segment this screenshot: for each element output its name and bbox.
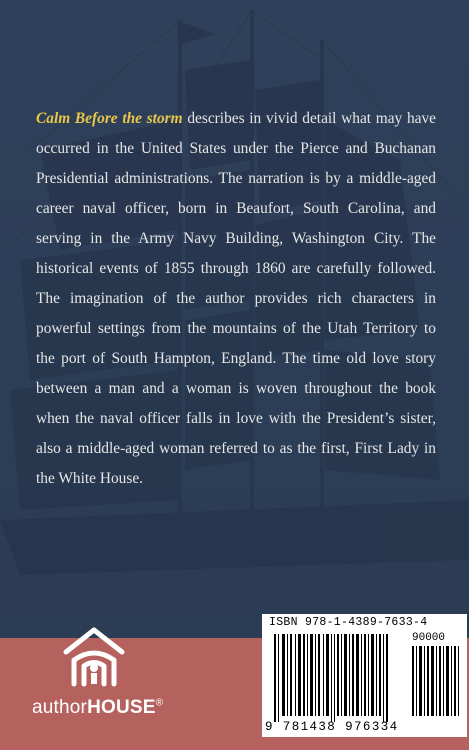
publisher-name-bold: HOUSE (87, 697, 156, 718)
price-code: 90000 (412, 632, 446, 644)
authorhouse-logo-icon (60, 622, 128, 690)
book-title: Calm Before the storm (36, 110, 183, 127)
publisher-name (32, 697, 163, 719)
publisher-name-light: author (32, 697, 88, 718)
back-cover-blurb (36, 104, 436, 494)
isbn-barcode (262, 614, 467, 737)
ean-digits: 9 781438 976334 (265, 720, 399, 734)
blurb-body: describes in vivid detail what may have occurred in the United States under the Pierce and Buchanan Presidential administrations. The narration is by a middle-aged career naval officer, born in Beaufort, South Carolina, and serving in the Army Navy Building, Washington City. The historical events of 1855 through 1860 are carefully followed. The imagination of the author provides rich characters in powerful settings from the mountains of the Utah Territory to the port of South Hampton, England. The time old love story between a man and a woman is woven throughout the book when the naval officer falls in love with the President’s sister, also a middle-aged woman referred to as the first, First Lady in the White House. (36, 110, 437, 487)
isbn-label: ISBN 978-1-4389-7633-4 (269, 616, 428, 629)
registered-mark: ® (155, 697, 164, 709)
